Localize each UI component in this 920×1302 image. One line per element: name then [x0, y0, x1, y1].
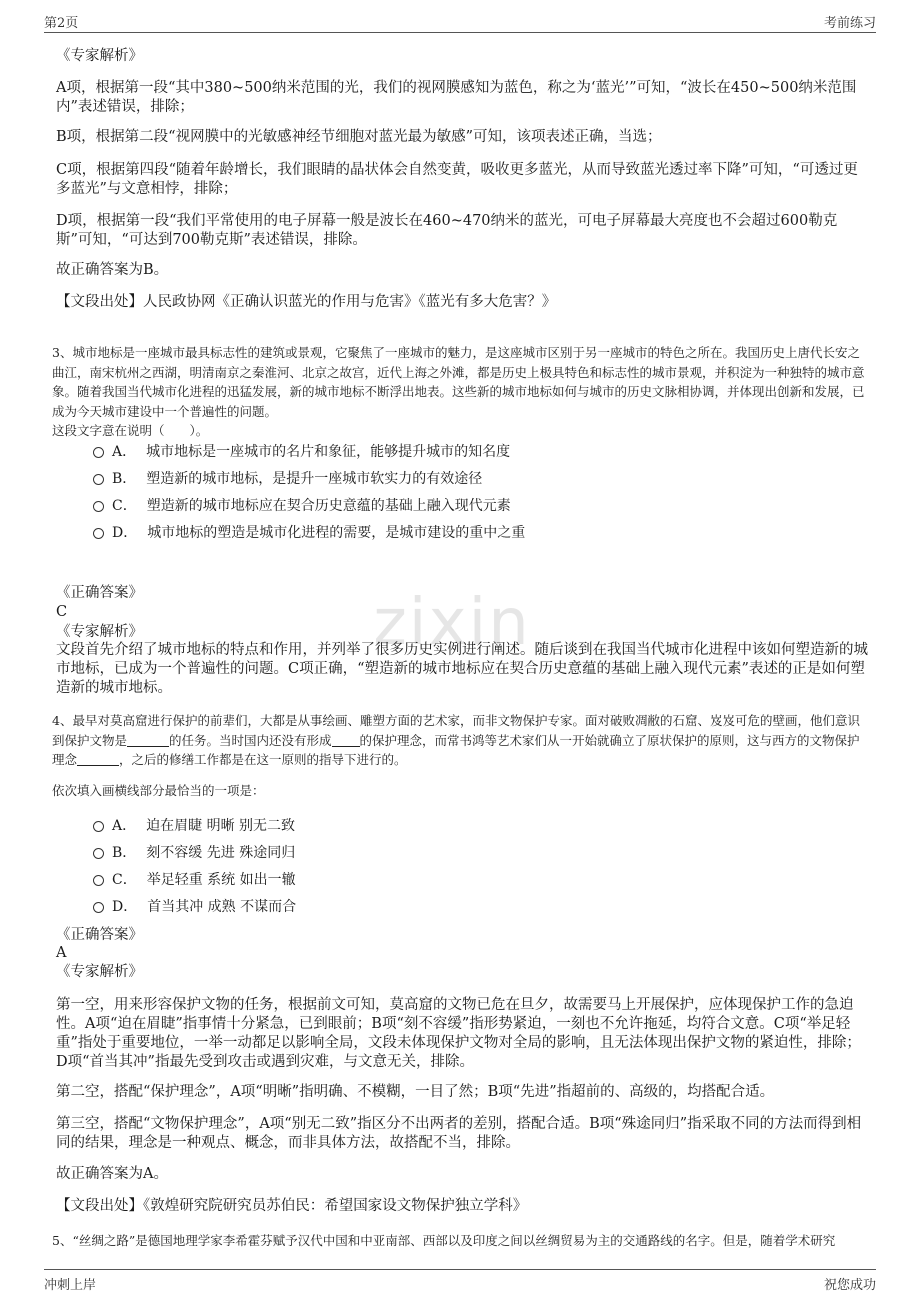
- q3-option-b[interactable]: B． 塑造新的城市地标，是提升一座城市软实力的有效途径: [93, 470, 482, 488]
- blank-1: [127, 732, 169, 747]
- q3-answer: C: [56, 604, 68, 620]
- q4-analysis-3: 第三空，搭配“文物保护理念”，A项“别无二致”指区分不出两者的差别，搭配合适。B项“殊途同归”指采取不同的方法而得到相同的结果，理念是一种观点、概念，而非具体方法，故搭配不当，排除。: [56, 1116, 862, 1151]
- q4-option-d[interactable]: D． 首当其冲 成熟 不谋而合: [93, 898, 296, 916]
- q3-analysis: 文段首先介绍了城市地标的特点和作用，并列举了很多历史实例进行阐述。随后谈到在我国当代城市化进程中该如何塑造新的城市地标，已成为一个普遍性的问题。C项正确，“塑造新的城市地标应在契合历史意蕴的基础上融入现代元素”表述的正是如何塑造新的城市地标。: [56, 642, 868, 696]
- q4-answer: A: [56, 945, 67, 961]
- footer-left-text: 冲刺上岸: [44, 1278, 97, 1293]
- q4-option-a[interactable]: A． 迫在眉睫 明晰 别无二致: [93, 817, 295, 835]
- radio-icon[interactable]: [93, 501, 104, 512]
- q2-analysis-c: C项，根据第四段“随着年龄增长，我们眼睛的晶状体会自然变黄，吸收更多蓝光，从而导致蓝光透过率下降”可知，“可透过更多蓝光”与文意相悖，排除；: [56, 162, 858, 197]
- blank-3: [77, 751, 119, 766]
- q4-option-c[interactable]: C． 举足轻重 系统 如出一辙: [93, 871, 296, 889]
- radio-icon[interactable]: [93, 447, 104, 458]
- q2-analysis-a: A项，根据第一段“其中380~500纳米范围的光，我们的视网膜感知为蓝色，称之为‘蓝光’”可知，“波长在450~500纳米范围内”表述错误，排除；: [56, 80, 857, 115]
- q4-answer-label: 《正确答案》: [56, 927, 143, 943]
- page-number: 第2页: [44, 16, 79, 31]
- footer-right-text: 祝您成功: [823, 1278, 876, 1293]
- q2-conclusion: 故正确答案为B。: [56, 262, 169, 278]
- header-divider: [44, 32, 876, 33]
- q3-option-a[interactable]: A． 城市地标是一座城市的名片和象征，能够提升城市的知名度: [93, 443, 510, 461]
- q4-expert-label: 《专家解析》: [56, 964, 143, 980]
- radio-icon[interactable]: [93, 848, 104, 859]
- header-title: 考前练习: [823, 16, 876, 31]
- q3-question: 这段文字意在说明（ ）。: [52, 423, 209, 438]
- radio-icon[interactable]: [93, 821, 104, 832]
- radio-icon[interactable]: [93, 528, 104, 539]
- page-header: [0, 0, 920, 34]
- footer-divider: [44, 1269, 876, 1270]
- q2-analysis-b: B项，根据第二段“视网膜中的光敏感神经节细胞对蓝光最为敏感”可知，该项表述正确，当选；: [56, 129, 662, 145]
- radio-icon[interactable]: [93, 875, 104, 886]
- q3-answer-label: 《正确答案》: [56, 585, 143, 601]
- q4-source: 【文段出处】《敦煌研究院研究员苏伯民：希望国家设文物保护独立学科》: [56, 1198, 528, 1214]
- q4-conclusion: 故正确答案为A。: [56, 1166, 168, 1182]
- watermark: zixin: [373, 586, 531, 660]
- radio-icon[interactable]: [93, 474, 104, 485]
- radio-icon[interactable]: [93, 902, 104, 913]
- q3-option-d[interactable]: D． 城市地标的塑造是城市化进程的需要，是城市建设的重中之重: [93, 524, 525, 542]
- q3-option-c[interactable]: C． 塑造新的城市地标应在契合历史意蕴的基础上融入现代元素: [93, 497, 511, 515]
- q2-expert-label: 《专家解析》: [56, 48, 143, 64]
- q5-stem: 5、“丝绸之路”是德国地理学家李希霍芬赋予汉代中国和中亚南部、西部以及印度之间以丝绸贸易为主的交通路线的名字。但是，随着学术研究: [52, 1233, 836, 1248]
- q2-analysis-d: D项，根据第一段“我们平常使用的电子屏幕一般是波长在460~470纳米的蓝光，可电子屏幕最大亮度也不会超过600勒克斯”可知，“可达到700勒克斯”表述错误，排除。: [56, 213, 838, 248]
- q4-question: 依次填入画横线部分最恰当的一项是：: [52, 783, 265, 798]
- q3-stem: 3、城市地标是一座城市最具标志性的建筑或景观，它聚焦了一座城市的魅力，是这座城市区别于另一座城市的特色之所在。我国历史上唐代长安之曲江，南宋杭州之西湖，明清南京之秦淮河、北京之故宫，近代上海之外滩，都是历史上极具特色和标志性的城市景观，并积淀为一种独特的城市意象。随着我国当代城市化进程的迅猛发展，新的城市地标不断浮出地表。这些新的城市地标如何与城市的历史文脉相协调，并体现出创新和发展，已成为今天城市建设中一个普遍性的问题。: [52, 345, 865, 419]
- q4-analysis-2: 第二空，搭配“保护理念”，A项“明晰”指明确、不模糊，一目了然；B项“先进”指超前的、高级的，均搭配合适。: [56, 1084, 775, 1100]
- blank-2: [332, 732, 360, 747]
- q2-source: 【文段出处】人民政协网《正确认识蓝光的作用与危害》《蓝光有多大危害？》: [56, 294, 557, 310]
- q4-option-b[interactable]: B． 刻不容缓 先进 殊途同归: [93, 844, 295, 862]
- q4-stem: 4、最早对莫高窟进行保护的前辈们，大都是从事绘画、雕塑方面的艺术家，而非文物保护专家。面对破败凋敝的石窟、岌岌可危的壁画，他们意识到保护文物是 的任务。当时国内还没有形成 的保护理念，而常书鸿等艺术家们从一开始就确立了原状保护的原则，这与西方的文物保护理念 ，之后的修缮工作都是在这一原则的指导下进行的。: [52, 713, 860, 767]
- q4-analysis-1: 第一空，用来形容保护文物的任务，根据前文可知，莫高窟的文物已危在旦夕，故需要马上开展保护，应体现保护工作的急迫性。A项“迫在眉睫”指事情十分紧急，已到眼前；B项“刻不容缓”指形势紧迫，一刻也不允许拖延，均符合文意。C项“举足轻重”指处于重要地位，一举一动都足以影响全局，文段未体现保护文物对全局的影响，且无法体现出保护文物的紧迫性，排除；D项“首当其冲”指最先受到攻击或遇到灾难，与文意无关，排除。: [56, 997, 861, 1070]
- q3-expert-label: 《专家解析》: [56, 624, 143, 640]
